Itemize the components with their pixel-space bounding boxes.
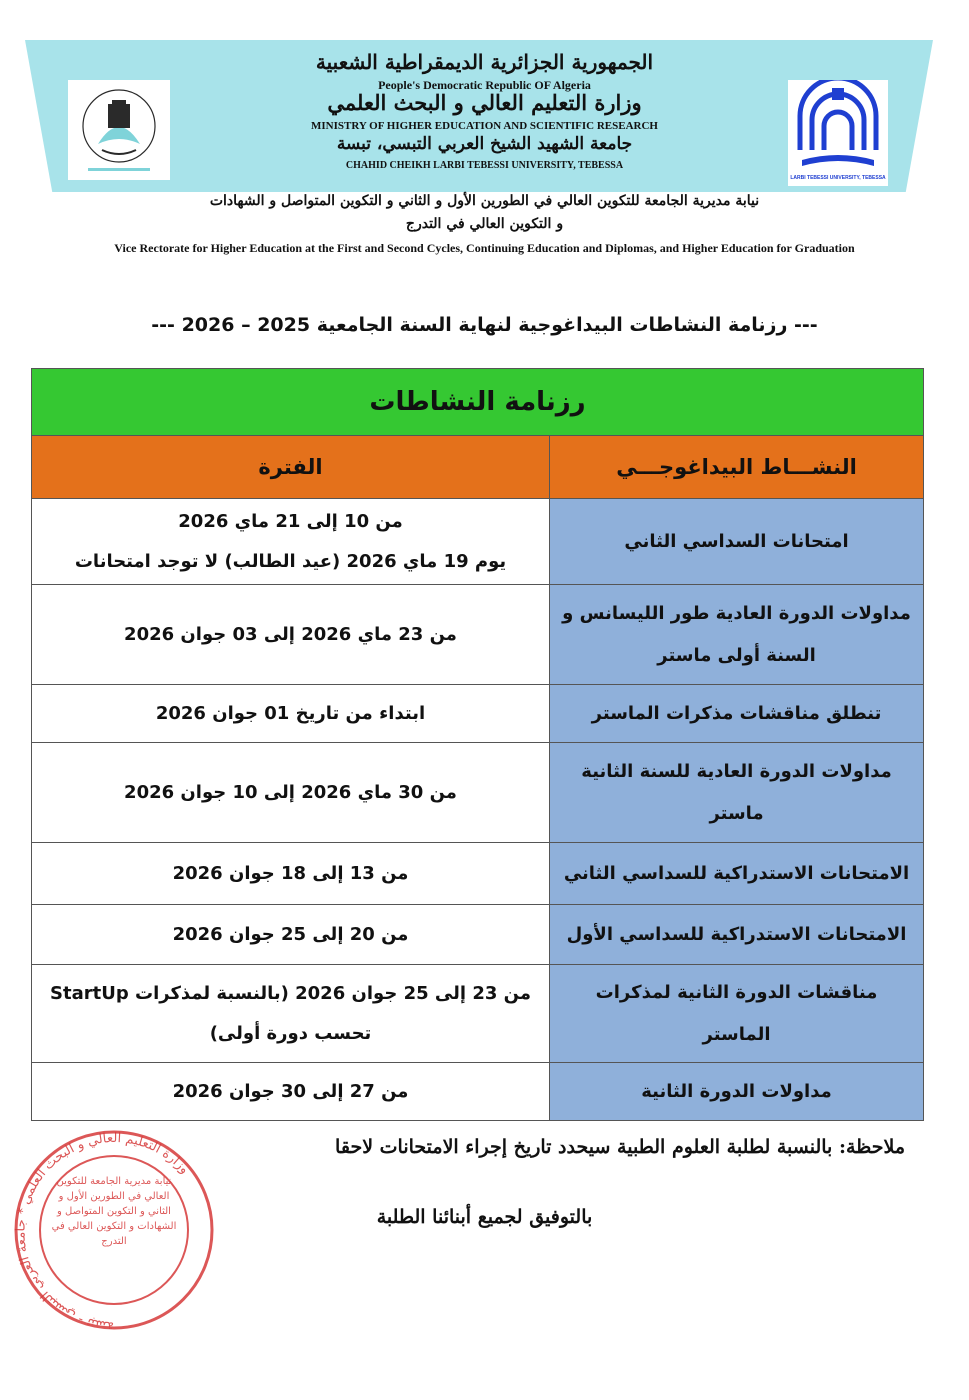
ministry-english: MINISTRY OF HIGHER EDUCATION AND SCIENTIFIC RESEARCH xyxy=(311,120,658,132)
activity-cell: الامتحانات الاستدراكية للسداسي الثاني xyxy=(550,843,924,905)
period-cell: من 13 إلى 18 جوان 2026 xyxy=(32,843,550,905)
period-cell: ابتداء من تاريخ 01 جوان 2026 xyxy=(32,685,550,743)
vice-rectorate-arabic-line2: و التكوين العالي في التدرج xyxy=(405,216,564,232)
column-header-activity: النشـــاط البيداغوجـــي xyxy=(550,436,924,499)
period-cell: من 20 إلى 25 جوان 2026 xyxy=(32,905,550,965)
republic-english: People's Democratic Republic OF Algeria xyxy=(378,78,591,92)
table-row xyxy=(32,685,924,743)
period-cell xyxy=(32,499,550,585)
university-arabic: جامعة الشهيد الشيخ العربي التبسي، تبسة xyxy=(336,134,633,154)
activity-cell: تنطلق مناقشات مذكرات الماستر xyxy=(550,685,924,743)
table-row xyxy=(32,965,924,1063)
period-line: من 10 إلى 21 ماي 2026 xyxy=(178,510,403,532)
closing-wish: بالتوفيق لجميع أبنائنا الطلبة xyxy=(376,1206,593,1228)
university-logo-caption: LARBI TEBESSI UNIVERSITY, TEBESSA xyxy=(790,175,886,181)
stamp-ring-text: وزارة التعليم العالي و البحث العلمي * جامعة العربي التبسي - تبسة xyxy=(13,1130,192,1334)
table-row xyxy=(32,585,924,685)
period-cell: من 23 ماي 2026 إلى 03 جوان 2026 xyxy=(32,585,550,685)
table-row xyxy=(32,499,924,585)
column-header-period: الفترة xyxy=(32,436,550,499)
activity-cell: مداولات الدورة الثانية xyxy=(550,1063,924,1121)
period-cell: من 30 ماي 2026 إلى 10 جوان 2026 xyxy=(32,743,550,843)
republic-arabic: الجمهورية الجزائرية الديمقراطية الشعبية xyxy=(315,50,654,74)
table-row xyxy=(32,743,924,843)
period-cell: من 27 إلى 30 جوان 2026 xyxy=(32,1063,550,1121)
university-english: CHAHID CHEIKH LARBI TEBESSI UNIVERSITY, TEBESSA xyxy=(345,160,624,171)
activity-cell: مداولات الدورة العادية طور الليسانس و السنة أولى ماستر xyxy=(550,585,924,685)
table-row xyxy=(32,843,924,905)
stamp-text: نيابة مديرية الجامعة للتكوين العالي في الطورين الأول و الثاني و التكوين المتواصل و الشهادات و التكوين العالي في التدرج xyxy=(51,1176,177,1247)
document-title: --- رزنامة النشاطات البيداغوجية لنهاية السنة الجامعية 2025 – 2026 --- xyxy=(151,314,818,336)
table-title: رزنامة النشاطات xyxy=(32,369,924,436)
ministry-arabic: وزارة التعليم العالي و البحث العلمي xyxy=(327,90,642,115)
period-line: تحسب دورة أولى) xyxy=(209,1022,372,1044)
period-line: من 23 إلى 25 جوان 2026 (بالنسبة لمذكرات StartUp xyxy=(50,982,531,1004)
table-header-row xyxy=(32,436,924,499)
activity-cell: مناقشات الدورة الثانية لمذكرات الماستر xyxy=(550,965,924,1063)
activities-table xyxy=(31,368,924,1121)
period-cell xyxy=(32,965,550,1063)
table-row xyxy=(32,1063,924,1121)
vice-rectorate-arabic-line1: نيابة مديرية الجامعة للتكوين العالي في الطورين الأول و الثاني و التكوين المتواصل و الشهادات xyxy=(209,193,760,209)
period-line: يوم 19 ماي 2026 (عيد الطالب) لا توجد امتحانات xyxy=(74,550,507,572)
activity-cell: امتحانات السداسي الثاني xyxy=(550,499,924,585)
activity-cell: الامتحانات الاستدراكية للسداسي الأول xyxy=(550,905,924,965)
activity-cell: مداولات الدورة العادية للسنة الثانية ماستر xyxy=(550,743,924,843)
vice-rectorate-english: Vice Rectorate for Higher Education at the First and Second Cycles, Continuing Education and Diplomas, and Higher Education for Graduation xyxy=(114,241,855,255)
table-title-row xyxy=(32,369,924,436)
table-row xyxy=(32,905,924,965)
note-medical-students: ملاحظة: بالنسبة لطلبة العلوم الطبية سيحدد تاريخ إجراء الامتحانات لاحقا xyxy=(335,1136,905,1158)
